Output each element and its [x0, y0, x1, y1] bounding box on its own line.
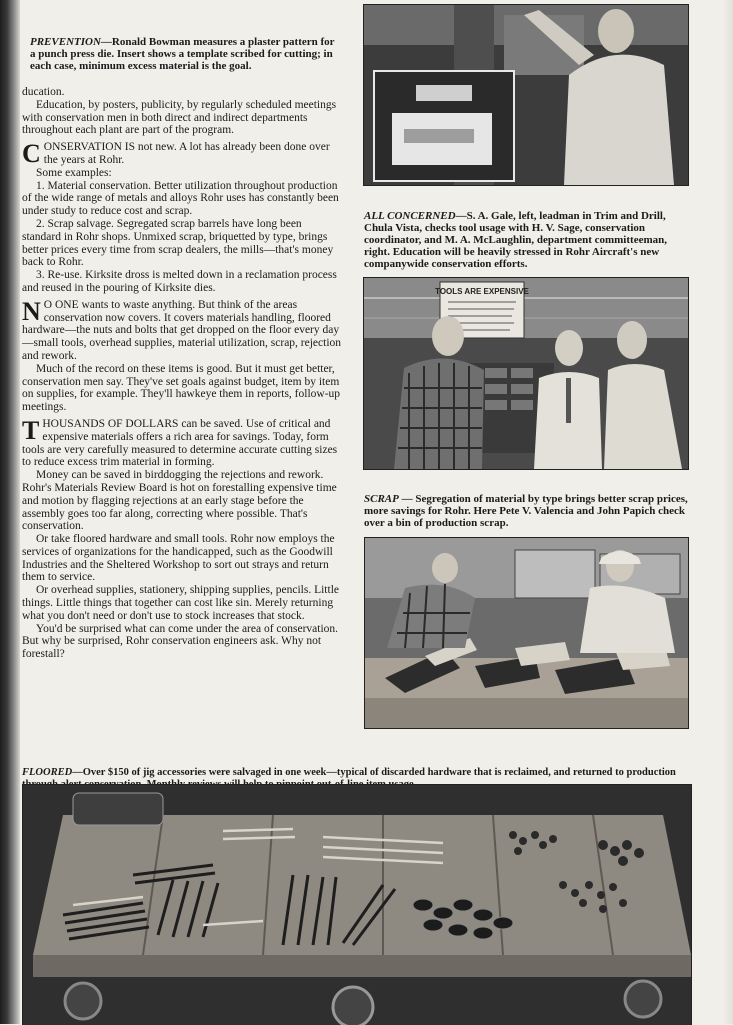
- all-concerned-caption: [364, 210, 691, 270]
- article-paragraph: Some examples:: [36, 166, 112, 179]
- article-paragraph: Or take floored hardware and small tools. Rohr now employs the services of organizations for the handicapped, such as the Goodwill Industries and the Sheltered Workshop to sort out strays and return them to service.: [22, 533, 335, 584]
- article-section-text: ONSERVATION IS not new. A lot has already been done over the years at Rohr.: [43, 141, 330, 166]
- scrap-caption-text: — Segregation of material by type brings better scrap prices, more savings for Rohr. Here Pete V. Valencia and John Papich check over a bin of production scrap.: [364, 493, 688, 529]
- article-section: [22, 296, 342, 363]
- drop-cap: N: [22, 296, 41, 326]
- article-section-text: HOUSANDS OF DOLLARS can be saved. Use of critical and expensive materials offers a rich area for savings. Today, form tools are very carefully measured to determine accurate cutting sizes to reduce excess trim material in forming.: [22, 417, 338, 469]
- scrap-caption-lead: SCRAP: [364, 493, 399, 505]
- prevention-photo: [363, 4, 689, 186]
- tools-sign-text: TOOLS ARE EXPENSIVE: [435, 287, 529, 296]
- book-binding-edge: [0, 0, 20, 1024]
- floored-caption-text: —Over $150 of jig accessories were salvaged in one week—typical of discarded hardware that is reclaimed, and returned to production: [72, 766, 676, 778]
- article-paragraph: Much of the record on these items is good. But it must get better, conservation men say. They've set goals against budget, item by item on supplies, for example. They'll hawkeye them in reports, follow-up meetings.: [22, 362, 341, 414]
- drop-cap: C: [22, 139, 41, 169]
- example-item: 2. Scrap salvage. Segregated scrap barrels have long been standard in Rohr shops. Unmixed scrap, briquetted by type, brings better prices every time from scrap dealers, the mills—that's money back to Rohr.: [22, 217, 334, 269]
- article-section-text: O ONE wants to waste anything. But think of the areas conservation now covers. It covers materials handling, floored hardware—the nuts and bolts that get dropped on the floor every day—small tools, overhead supplies, material utilization, scrap, rejection and rework.: [22, 298, 342, 362]
- article-section: [22, 141, 342, 167]
- left-column: [22, 36, 342, 661]
- all-concerned-photo: [363, 277, 689, 470]
- scrap-caption: [364, 493, 691, 529]
- floored-hardware-photo: [22, 784, 692, 1025]
- all-concerned-caption-text: —S. A. Gale, left, leadman in Trim and Drill, Chula Vista, checks tool usage with H. V. Sage, conservation coordinator, and M. A. McLaughlin, department committeeman, right. Education will be heavily stressed in Rohr Aircraft's new companywide conservation efforts.: [364, 210, 667, 270]
- example-item: 3. Re-use. Kirksite dross is melted down in a reclamation process and reused in the pouring of Kirksite dies.: [22, 269, 337, 294]
- drop-cap: T: [22, 415, 40, 445]
- article-paragraph: Or overhead supplies, stationery, shipping supplies, pencils. Little things. Little things that together can cost like sin. Merely returning what you don't need or don't use to stock increases that stock.: [22, 584, 339, 622]
- article-paragraph: Education, by posters, publicity, by regularly scheduled meetings with conservation men in both direct and indirect departments throughout each plant are part of the program.: [22, 98, 337, 137]
- article-paragraph: ducation.: [22, 86, 65, 98]
- article-paragraph: You'd be surprised what can come under the area of conservation. But why be surprised, Rohr conservation engineers ask. Why not forestall?: [22, 622, 339, 661]
- prevention-caption-lead: PREVENTION: [30, 36, 101, 48]
- floored-caption-lead: FLOORED: [22, 766, 73, 778]
- article-body: [22, 86, 342, 661]
- scrap-photo: [364, 537, 689, 729]
- prevention-caption-text: —Ronald Bowman measures a plaster pattern for a punch press die. Insert shows a template scribed for cutting; in each case, minimum excess material is the goal.: [30, 36, 335, 72]
- all-concerned-caption-lead: ALL CONCERNED: [364, 210, 456, 222]
- article-section: [22, 415, 342, 469]
- prevention-caption: [22, 36, 342, 72]
- article-paragraph: Money can be saved in birddogging the rejections and rework. Rohr's Materials Review Board is hot on forestalling expensive time and motion by flagging rejections at an early stage before the assembly goes too far along, correcting where possible. That's conservation.: [22, 469, 337, 533]
- page-edge: [723, 0, 733, 1024]
- example-item: 1. Material conservation. Better utilization throughout production of the wide range of metals and alloys Rohr uses has constantly been under study to reduce cost and scrap.: [22, 179, 339, 218]
